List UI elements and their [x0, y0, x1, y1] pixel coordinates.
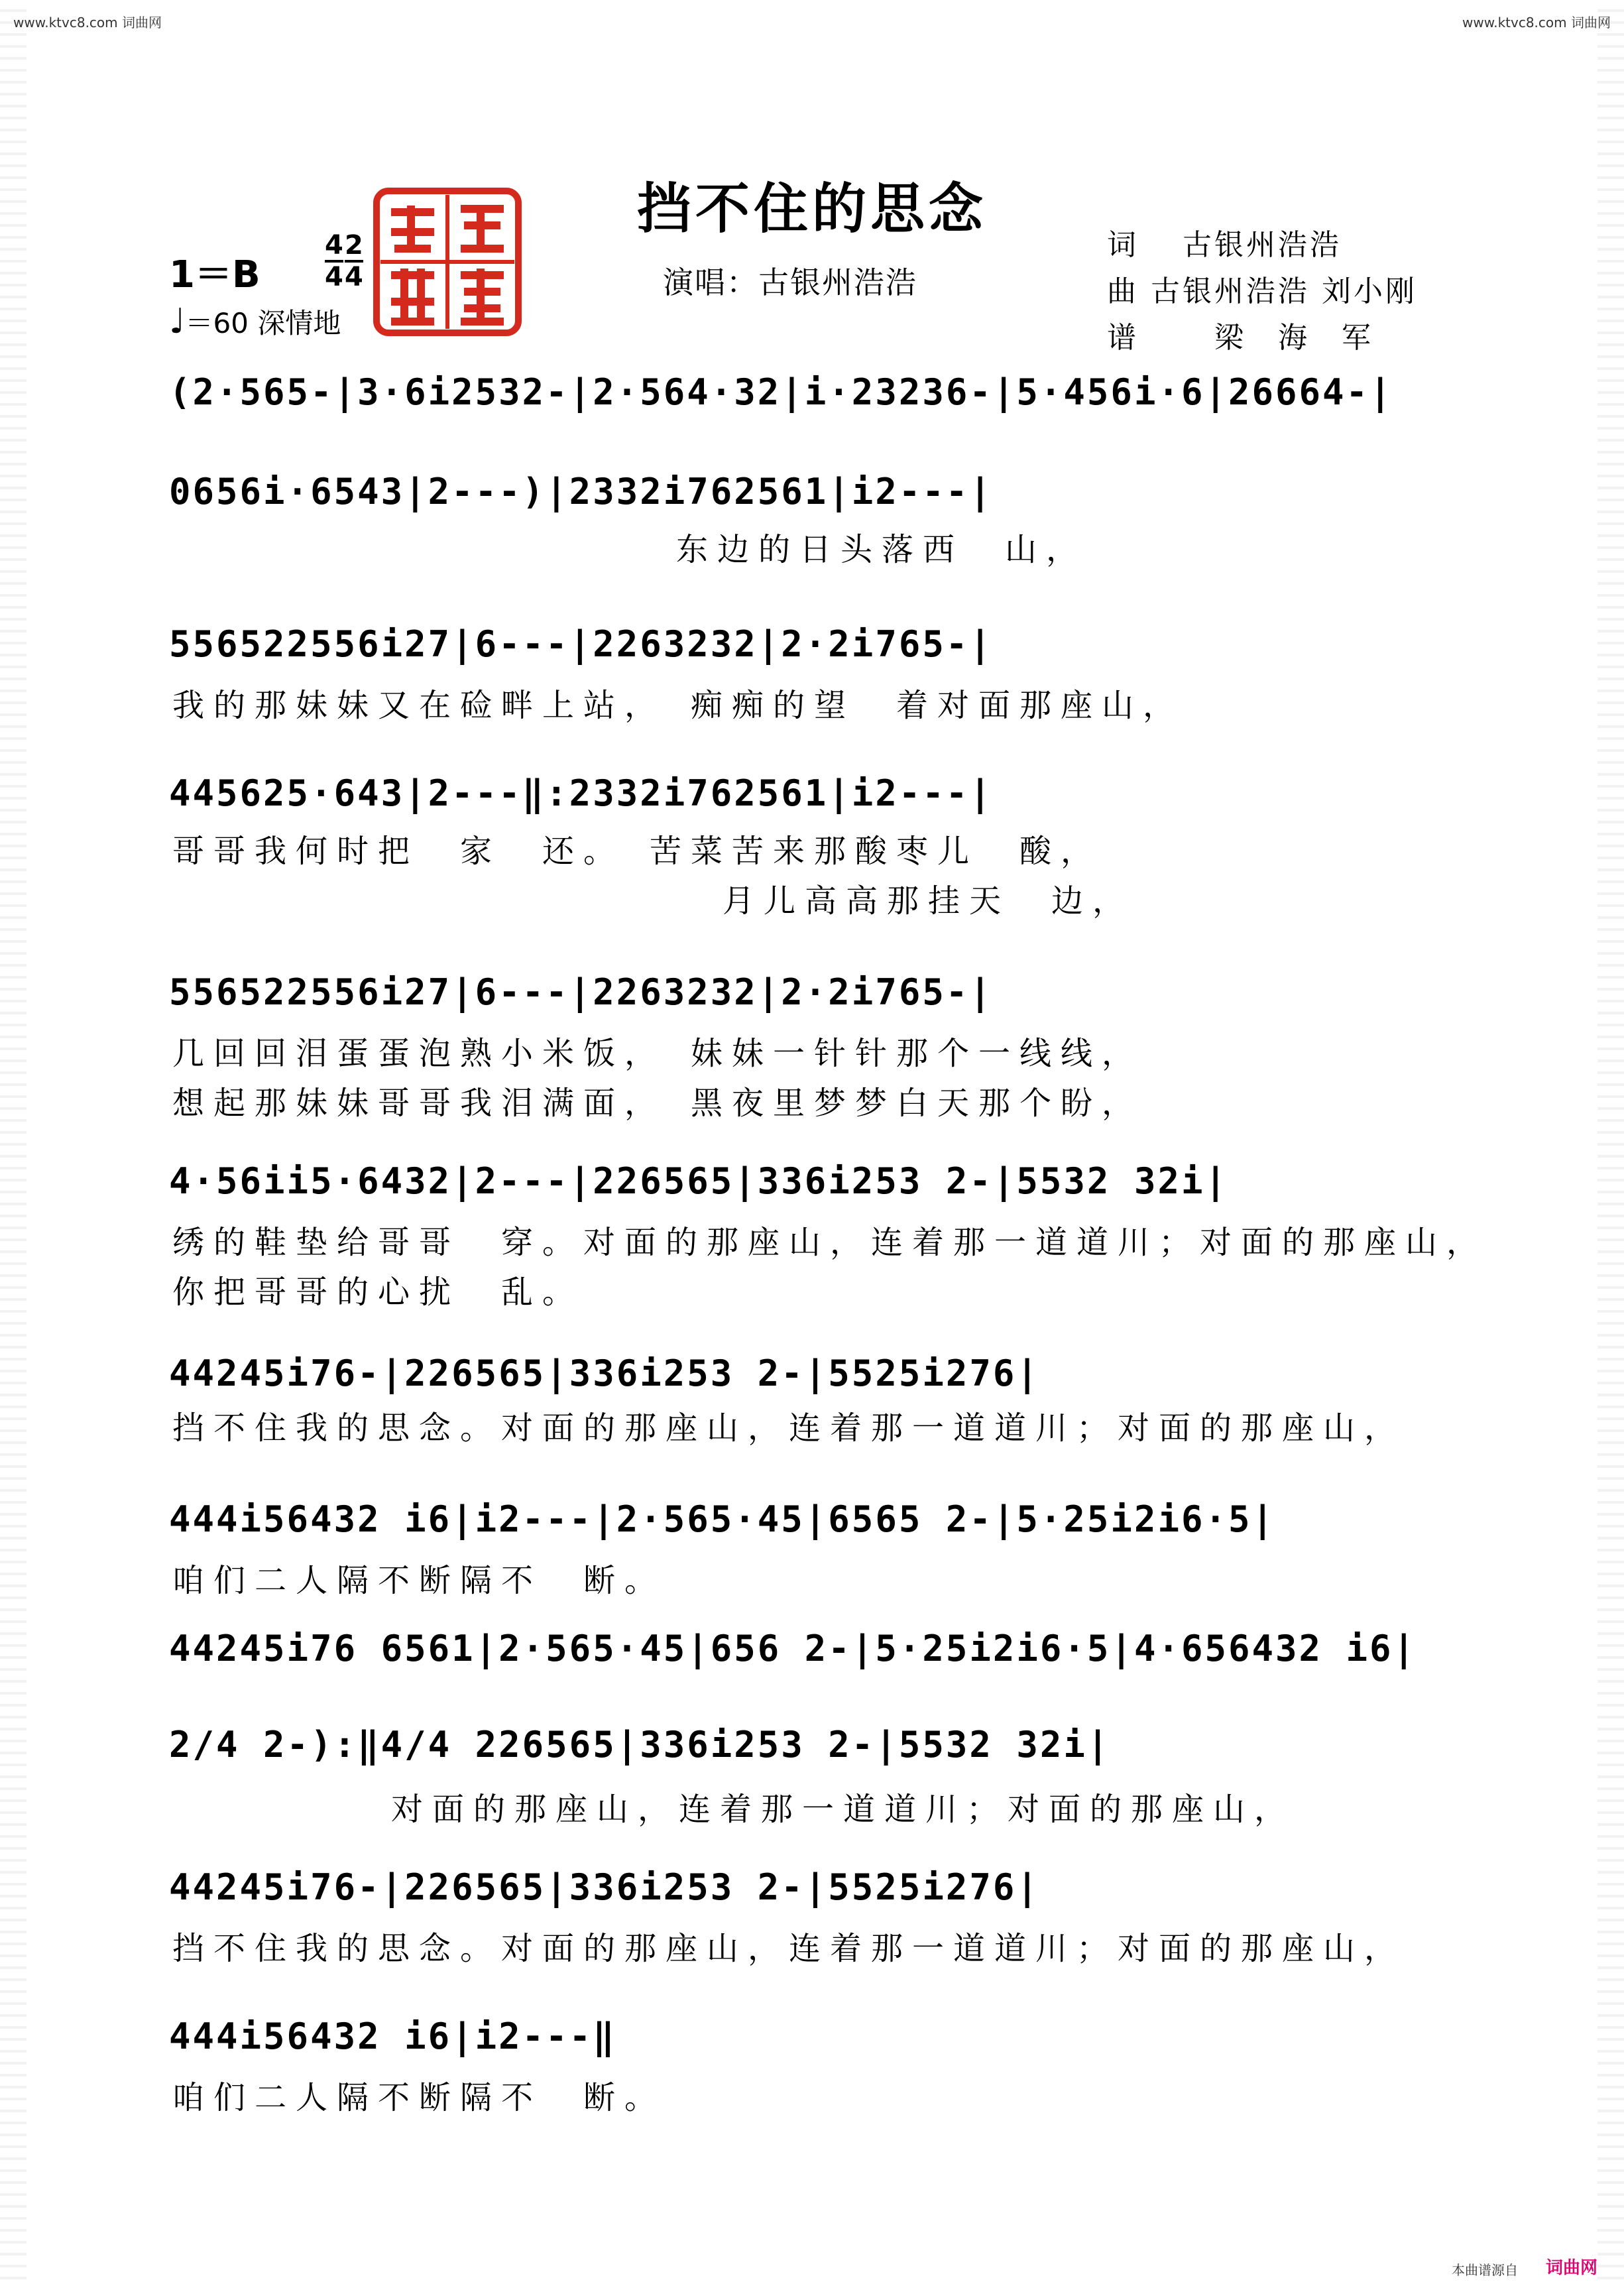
lyricist-credit: 词 古银州浩浩: [1107, 228, 1342, 262]
notation-line: (2·565-|3·6i2532-|2·564·32|i·23236-|5·456i·6|26664-|: [169, 371, 1393, 413]
notation-line: 444i56432 i6|i2---‖: [169, 2015, 616, 2057]
notation-line: 4·56ii5·6432|2---|226565|336i253 2-|5532 32i|: [169, 1160, 1228, 1202]
notation-line: 44245i76 6561|2·565·45|656 2-|5·25i2i6·5|4·656432 i6|: [169, 1628, 1417, 1669]
lyric-line: 我的那妹妹又在硷畔上站， 痴痴的望 着对面那座山，: [172, 687, 1185, 724]
seal-stamp: [371, 186, 524, 338]
notation-line: 556522556i27|6---|2263232|2·2i765-|: [169, 623, 993, 665]
time-sig-top: 4: [325, 230, 343, 261]
lyric-line: 咱们二人隔不断隔不 断。: [172, 2079, 666, 2116]
song-title: 挡不住的思念: [636, 178, 987, 241]
lyric-line: 对面的那座山，连着那一道道川；对面的那座山，: [391, 1791, 1296, 1828]
arranger-credit: 谱 梁 海 军: [1107, 321, 1373, 355]
notation-line: 444i56432 i6|i2---|2·565·45|6565 2-|5·25i2i6·5|: [169, 1498, 1276, 1540]
tempo-marking: [169, 302, 341, 341]
lyric-line: 想起那妹妹哥哥我泪满面， 黑夜里梦梦白天那个盼，: [172, 1085, 1143, 1122]
right-margin-strip: [1597, 0, 1624, 2284]
lyric-line: 东边的日头落西 山，: [676, 531, 1088, 568]
lyric-line: 挡不住我的思念。对面的那座山，连着那一道道川；对面的那座山，: [172, 1410, 1406, 1447]
left-margin-strip: [0, 0, 27, 2284]
quarter-note-icon: ♩: [169, 302, 186, 341]
notation-line: 0656i·6543|2---)|2332i762561|i2---|: [169, 471, 993, 512]
notation-line: 44245i76-|226565|336i253 2-|5525i276|: [169, 1866, 1040, 1908]
lyric-line: 哥哥我何时把 家 还。 苦菜苦来那酸枣儿 酸，: [172, 833, 1102, 870]
credits-block: [1107, 222, 1417, 361]
lyric-line: 绣的鞋垫给哥哥 穿。对面的那座山，连着那一道道川；对面的那座山，: [172, 1224, 1488, 1261]
lyric-line: 月儿高高那挂天 边，: [723, 882, 1134, 920]
source-note: 本曲谱源自: [1452, 2262, 1518, 2278]
notation-line: 445625·643|2---‖:2332i762561|i2---|: [169, 772, 993, 814]
site-url-left[interactable]: www.ktvc8.com 词曲网: [13, 15, 162, 30]
lyric-line: 咱们二人隔不断隔不 断。: [172, 1562, 666, 1599]
lyric-line: 几回回泪蛋蛋泡熟小米饭， 妹妹一针针那个一线线，: [172, 1035, 1143, 1072]
composer-credit: 曲 古银州浩浩 刘小刚: [1107, 274, 1417, 308]
brand-logo[interactable]: 词曲网: [1545, 2258, 1597, 2278]
lyric-line: 挡不住我的思念。对面的那座山，连着那一道道川；对面的那座山，: [172, 1930, 1406, 1967]
time-sig-bottom: 4: [325, 262, 343, 292]
notation-line: 44245i76-|226565|336i253 2-|5525i276|: [169, 1352, 1040, 1394]
time-signature-2-4-display: 2 4: [345, 230, 363, 292]
lyric-line: 你把哥哥的心扰 乱。: [172, 1274, 584, 1311]
singer-credit: 演唱：古银州浩浩: [663, 265, 917, 300]
site-url-right[interactable]: www.ktvc8.com 词曲网: [1462, 15, 1611, 30]
time-signature-4-4: [325, 232, 343, 290]
key-signature: 1＝B: [169, 253, 261, 296]
notation-line: 2/4 2-):‖4/4 226565|336i253 2-|5532 32i|: [169, 1724, 1111, 1766]
tempo-text: ＝60 深情地: [185, 307, 341, 339]
notation-line: 556522556i27|6---|2263232|2·2i765-|: [169, 971, 993, 1013]
